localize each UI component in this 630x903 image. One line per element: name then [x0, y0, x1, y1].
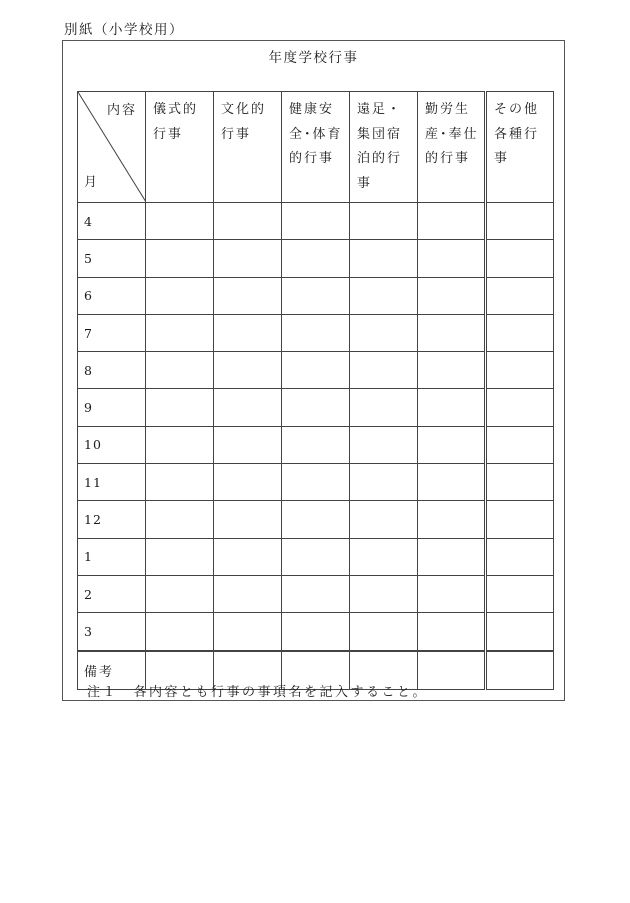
entry-cell[interactable]: [146, 426, 214, 463]
entry-cell[interactable]: [146, 352, 214, 389]
month-label: 4: [78, 203, 146, 240]
schedule-table: [77, 91, 554, 690]
entry-cell[interactable]: [350, 389, 418, 426]
entry-cell[interactable]: [146, 538, 214, 575]
month-row: [78, 389, 554, 426]
month-label: 9: [78, 389, 146, 426]
month-label: 2: [78, 575, 146, 612]
month-label: 12: [78, 501, 146, 538]
month-row: [78, 203, 554, 240]
month-label: 6: [78, 277, 146, 314]
entry-cell[interactable]: [214, 501, 282, 538]
entry-cell[interactable]: [214, 575, 282, 612]
entry-cell[interactable]: [214, 352, 282, 389]
entry-cell[interactable]: [214, 613, 282, 651]
entry-cell[interactable]: [486, 314, 554, 351]
entry-cell[interactable]: [486, 613, 554, 651]
entry-cell[interactable]: [214, 203, 282, 240]
month-label: 10: [78, 426, 146, 463]
entry-cell[interactable]: [418, 575, 486, 612]
entry-cell[interactable]: [146, 464, 214, 501]
month-row: [78, 464, 554, 501]
entry-cell[interactable]: [214, 314, 282, 351]
entry-cell[interactable]: [486, 389, 554, 426]
entry-cell[interactable]: [350, 575, 418, 612]
month-label: 8: [78, 352, 146, 389]
entry-cell[interactable]: [418, 464, 486, 501]
month-label: 1: [78, 538, 146, 575]
month-row: [78, 426, 554, 463]
entry-cell[interactable]: [282, 203, 350, 240]
entry-cell[interactable]: [418, 240, 486, 277]
entry-cell[interactable]: [418, 389, 486, 426]
entry-cell[interactable]: [282, 575, 350, 612]
form-caption: 別紙（小学校用）: [64, 22, 184, 38]
month-row: [78, 538, 554, 575]
entry-cell[interactable]: [146, 501, 214, 538]
entry-cell[interactable]: [486, 352, 554, 389]
entry-cell[interactable]: [350, 538, 418, 575]
entry-cell[interactable]: [282, 389, 350, 426]
footnote: 注１ 各内容とも行事の事項名を記入すること。: [87, 685, 429, 700]
entry-cell[interactable]: [350, 277, 418, 314]
col-header-other: その他 各種行 事: [486, 92, 554, 203]
entry-cell[interactable]: [350, 501, 418, 538]
form-title: 年度学校行事: [268, 50, 359, 66]
month-row: [78, 240, 554, 277]
entry-cell[interactable]: [282, 314, 350, 351]
month-row: [78, 501, 554, 538]
entry-cell[interactable]: [418, 613, 486, 651]
entry-cell[interactable]: [486, 538, 554, 575]
entry-cell[interactable]: [214, 240, 282, 277]
entry-cell[interactable]: [350, 426, 418, 463]
entry-cell[interactable]: [146, 240, 214, 277]
notes-cell[interactable]: [486, 651, 554, 690]
corner-cell: [78, 92, 146, 203]
month-row: [78, 277, 554, 314]
col-header-cultural: 文化的 行事: [214, 92, 282, 203]
entry-cell[interactable]: [350, 613, 418, 651]
month-label: 11: [78, 464, 146, 501]
entry-cell[interactable]: [282, 277, 350, 314]
entry-cell[interactable]: [418, 277, 486, 314]
month-row: [78, 613, 554, 651]
entry-cell[interactable]: [146, 389, 214, 426]
entry-cell[interactable]: [282, 613, 350, 651]
month-row: [78, 314, 554, 351]
entry-cell[interactable]: [282, 426, 350, 463]
entry-cell[interactable]: [214, 277, 282, 314]
header-row: [78, 92, 554, 203]
entry-cell[interactable]: [282, 352, 350, 389]
entry-cell[interactable]: [282, 538, 350, 575]
entry-cell[interactable]: [486, 240, 554, 277]
entry-cell[interactable]: [282, 464, 350, 501]
entry-cell[interactable]: [486, 203, 554, 240]
entry-cell[interactable]: [486, 277, 554, 314]
entry-cell[interactable]: [418, 538, 486, 575]
entry-cell[interactable]: [350, 464, 418, 501]
month-label: 7: [78, 314, 146, 351]
entry-cell[interactable]: [486, 426, 554, 463]
entry-cell[interactable]: [418, 203, 486, 240]
entry-cell[interactable]: [418, 352, 486, 389]
entry-cell[interactable]: [350, 314, 418, 351]
entry-cell[interactable]: [282, 240, 350, 277]
entry-cell[interactable]: [350, 203, 418, 240]
entry-cell[interactable]: [214, 389, 282, 426]
entry-cell[interactable]: [418, 314, 486, 351]
col-header-health-safety: 健康安 全･体育 的行事: [282, 92, 350, 203]
notes-label: 備考: [78, 651, 146, 690]
month-row: [78, 575, 554, 612]
entry-cell[interactable]: [418, 501, 486, 538]
entry-cell[interactable]: [350, 352, 418, 389]
col-header-ceremonial: 儀式的 行事: [146, 92, 214, 203]
col-header-excursion: 遠足・ 集団宿 泊的行 事: [350, 92, 418, 203]
corner-label-month: 月: [84, 174, 100, 190]
entry-cell[interactable]: [214, 464, 282, 501]
month-label: 3: [78, 613, 146, 651]
corner-label-content: 内容: [106, 103, 137, 118]
entry-cell[interactable]: [214, 426, 282, 463]
entry-cell[interactable]: [486, 501, 554, 538]
month-label: 5: [78, 240, 146, 277]
entry-cell[interactable]: [146, 203, 214, 240]
col-header-labor-service: 勤労生 産･奉仕 的行事: [418, 92, 486, 203]
entry-cell[interactable]: [146, 277, 214, 314]
entry-cell[interactable]: [486, 464, 554, 501]
month-row: [78, 352, 554, 389]
entry-cell[interactable]: [146, 314, 214, 351]
entry-cell[interactable]: [350, 240, 418, 277]
entry-cell[interactable]: [418, 426, 486, 463]
entry-cell[interactable]: [146, 575, 214, 612]
entry-cell[interactable]: [146, 613, 214, 651]
entry-cell[interactable]: [214, 538, 282, 575]
entry-cell[interactable]: [486, 575, 554, 612]
form-frame: [62, 40, 565, 701]
entry-cell[interactable]: [282, 501, 350, 538]
